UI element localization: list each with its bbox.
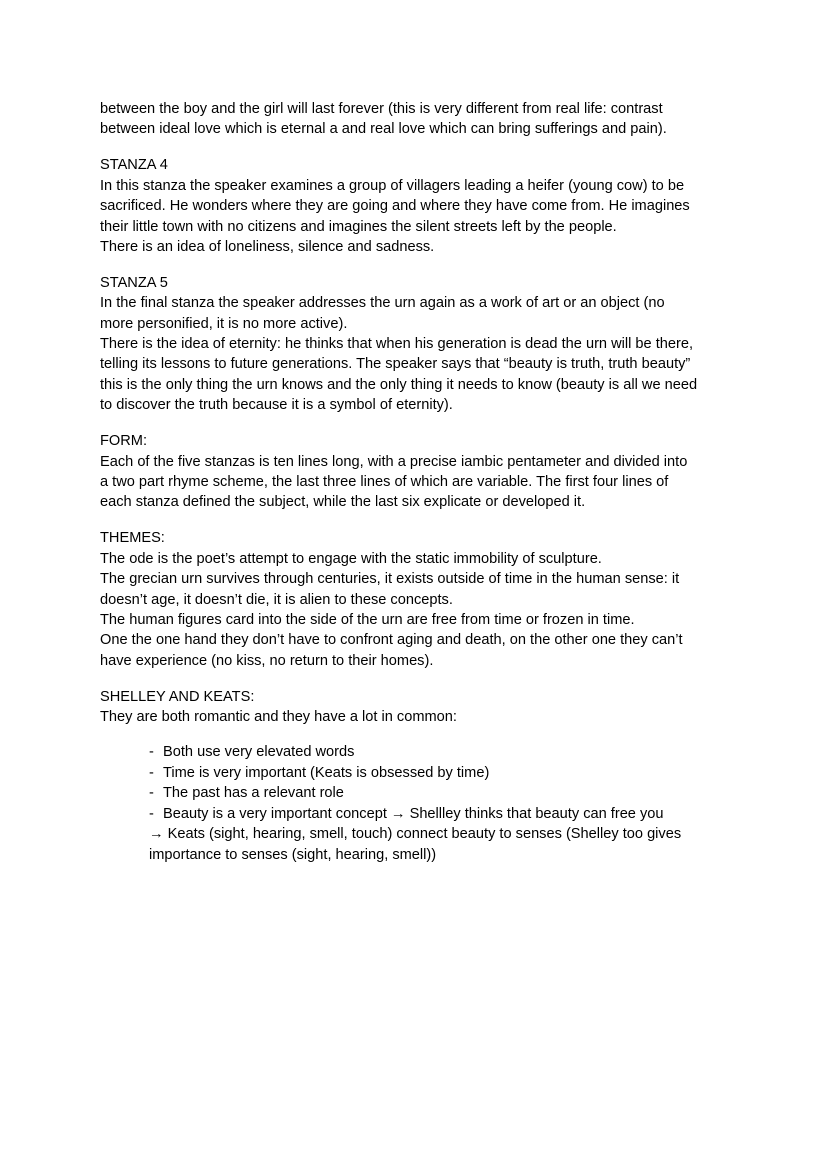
bullet-marker: - xyxy=(149,785,154,802)
form-line-3: each stanza defined the subject, while the last six explicate or developed it. xyxy=(100,494,586,511)
themes-line-2: The grecian urn survives through centuries, it exists outside of time in the human sense: it xyxy=(100,571,680,588)
list-item-text: Time is very important (Keats is obsessed by time) xyxy=(163,764,490,781)
document-page xyxy=(100,99,760,880)
shelley-keats-line-1: They are both romantic and they have a lot in common: xyxy=(100,709,457,726)
list-item xyxy=(149,783,760,803)
stanza-5-line-6: to discover the truth because it is a symbol of eternity). xyxy=(100,397,453,414)
form-line-1: Each of the five stanzas is ten lines long, with a precise iambic pentameter and divided into xyxy=(100,453,688,470)
stanza-5-section xyxy=(100,273,760,416)
stanza-4-line-1: In this stanza the speaker examines a group of villagers leading a heifer (young cow) to be xyxy=(100,177,685,194)
stanza-4-line-4: There is an idea of loneliness, silence and sadness. xyxy=(100,238,435,255)
comparison-list xyxy=(100,742,760,864)
stanza-5-line-2: more personified, it is no more active). xyxy=(100,315,348,332)
stanza-4-heading: STANZA 4 xyxy=(100,157,168,174)
stanza-5-line-3: There is the idea of eternity: he thinks that when his generation is dead the urn will be there, xyxy=(100,336,694,353)
stanza-4-section xyxy=(100,155,760,257)
stanza-4-line-3: their little town with no citizens and imagines the silent streets left by the people. xyxy=(100,218,617,235)
stanza-5-heading: STANZA 5 xyxy=(100,274,168,291)
themes-line-6: have experience (no kiss, no return to their homes). xyxy=(100,652,434,669)
intro-line-2: between ideal love which is eternal a and real love which can bring sufferings and pain). xyxy=(100,121,667,138)
themes-line-1: The ode is the poet’s attempt to engage with the static immobility of sculpture. xyxy=(100,550,602,567)
list-continuation-line: → Keats (sight, hearing, smell, touch) connect beauty to senses (Shelley too gives xyxy=(149,826,682,843)
themes-line-4: The human figures card into the side of the urn are free from time or frozen in time. xyxy=(100,611,635,628)
list-item xyxy=(149,742,760,762)
shelley-keats-heading: SHELLEY AND KEATS: xyxy=(100,688,255,705)
list-item xyxy=(149,804,760,824)
intro-section xyxy=(100,99,760,140)
list-item-text: The past has a relevant role xyxy=(163,785,344,802)
form-line-2: a two part rhyme scheme, the last three lines of which are variable. The first four lines of xyxy=(100,474,669,490)
stanza-5-line-5: this is the only thing the urn knows and the only thing it needs to know (beauty is all we need xyxy=(100,376,698,393)
shelley-keats-section xyxy=(100,687,760,865)
form-section xyxy=(100,431,760,513)
stanza-5-line-4: telling its lessons to future generations. The speaker says that “beauty is truth, truth beauty” xyxy=(100,356,691,373)
list-item-text: Both use very elevated words xyxy=(163,744,355,761)
bullet-marker: - xyxy=(149,764,154,781)
bullet-marker: - xyxy=(149,805,154,822)
stanza-4-line-2: sacrificed. He wonders where they are going and where they have come from. He imagines xyxy=(100,198,690,215)
themes-line-3: doesn’t age, it doesn’t die, it is alien to these concepts. xyxy=(100,591,453,608)
list-item xyxy=(149,763,760,783)
list-continuation-line: importance to senses (sight, hearing, smell)) xyxy=(149,846,437,863)
list-item-text: Beauty is a very important concept → Shellley thinks that beauty can free you xyxy=(163,805,664,822)
themes-heading: THEMES: xyxy=(100,530,165,547)
themes-section xyxy=(100,528,760,671)
stanza-5-line-1: In the final stanza the speaker addresses the urn again as a work of art or an object (no xyxy=(100,295,665,312)
form-heading: FORM: xyxy=(100,433,148,450)
themes-line-5: One the one hand they don’t have to confront aging and death, on the other one they can’t xyxy=(100,632,683,649)
bullet-marker: - xyxy=(149,744,154,761)
intro-line-1: between the boy and the girl will last forever (this is very different from real life: contrast xyxy=(100,101,663,117)
